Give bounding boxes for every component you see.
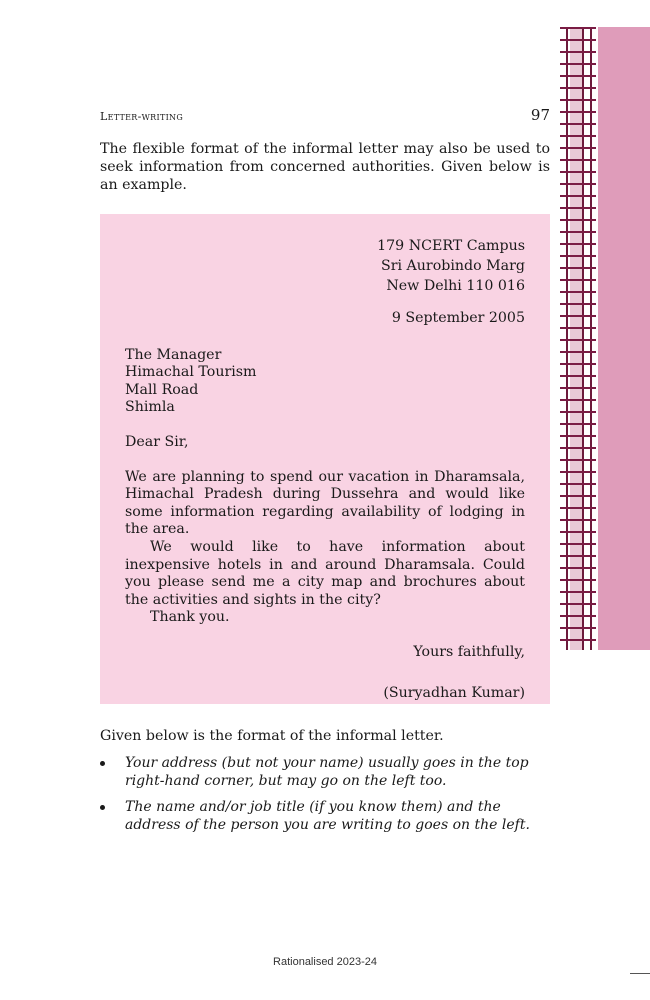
letter-thanks: Thank you. — [150, 609, 230, 626]
letter-content — [125, 236, 525, 702]
letter-paragraph-1: We are planning to spend our vacation in Dharamsala, Himachal Pradesh during Dussehra and would like some information regarding availability of lodging in the area. — [125, 468, 525, 538]
intro-paragraph: The flexible format of the informal letter may also be used to seek information from concerned authorities. Given below is an example. — [100, 141, 550, 193]
sender-address-line: Sri Aurobindo Marg — [381, 258, 525, 274]
format-bullet-item — [100, 798, 550, 834]
pink-margin-strip — [598, 27, 650, 650]
format-intro: Given below is the format of the informal letter. — [100, 728, 444, 744]
letter-paragraph-2: We would like to have information about inexpensive hotels in and around Dharamsala. Could you please send me a city map and brochures about the activities and sights in the city? — [125, 538, 525, 608]
sample-letter-box — [100, 214, 550, 704]
page-header — [100, 106, 550, 124]
recipient-line: Himachal Tourism — [125, 364, 257, 381]
recipient-line: Shimla — [125, 399, 175, 416]
running-head: Letter-writing — [100, 110, 184, 123]
sender-address-line: 179 NCERT Campus — [377, 238, 525, 254]
letter-signature: (Suryadhan Kumar) — [383, 684, 525, 701]
format-bullet-item — [100, 754, 550, 790]
bullet-text: Your address (but not your name) usually goes in the top right-hand corner, but may go on the left too. — [125, 755, 529, 789]
salutation: Dear Sir, — [125, 433, 189, 450]
recipient-address — [125, 347, 525, 417]
sender-address — [125, 236, 525, 296]
letter-closing: Yours faithfully, — [413, 643, 525, 660]
bullet-dot-icon — [100, 761, 105, 766]
sender-address-line: New Delhi 110 016 — [386, 278, 525, 294]
corner-rule — [630, 973, 650, 974]
decorative-side-band — [560, 27, 650, 650]
bullet-text: The name and/or job title (if you know them) and the address of the person you are writing to goes on the left. — [125, 799, 530, 833]
letter-date: 9 September 2005 — [391, 310, 525, 326]
footer-note: Rationalised 2023-24 — [273, 956, 377, 968]
page-number: 97 — [530, 106, 550, 124]
recipient-line: Mall Road — [125, 381, 199, 398]
format-bullet-list — [100, 754, 550, 842]
recipient-line: The Manager — [125, 346, 222, 363]
ornamental-border — [560, 27, 596, 650]
bullet-dot-icon — [100, 805, 105, 810]
